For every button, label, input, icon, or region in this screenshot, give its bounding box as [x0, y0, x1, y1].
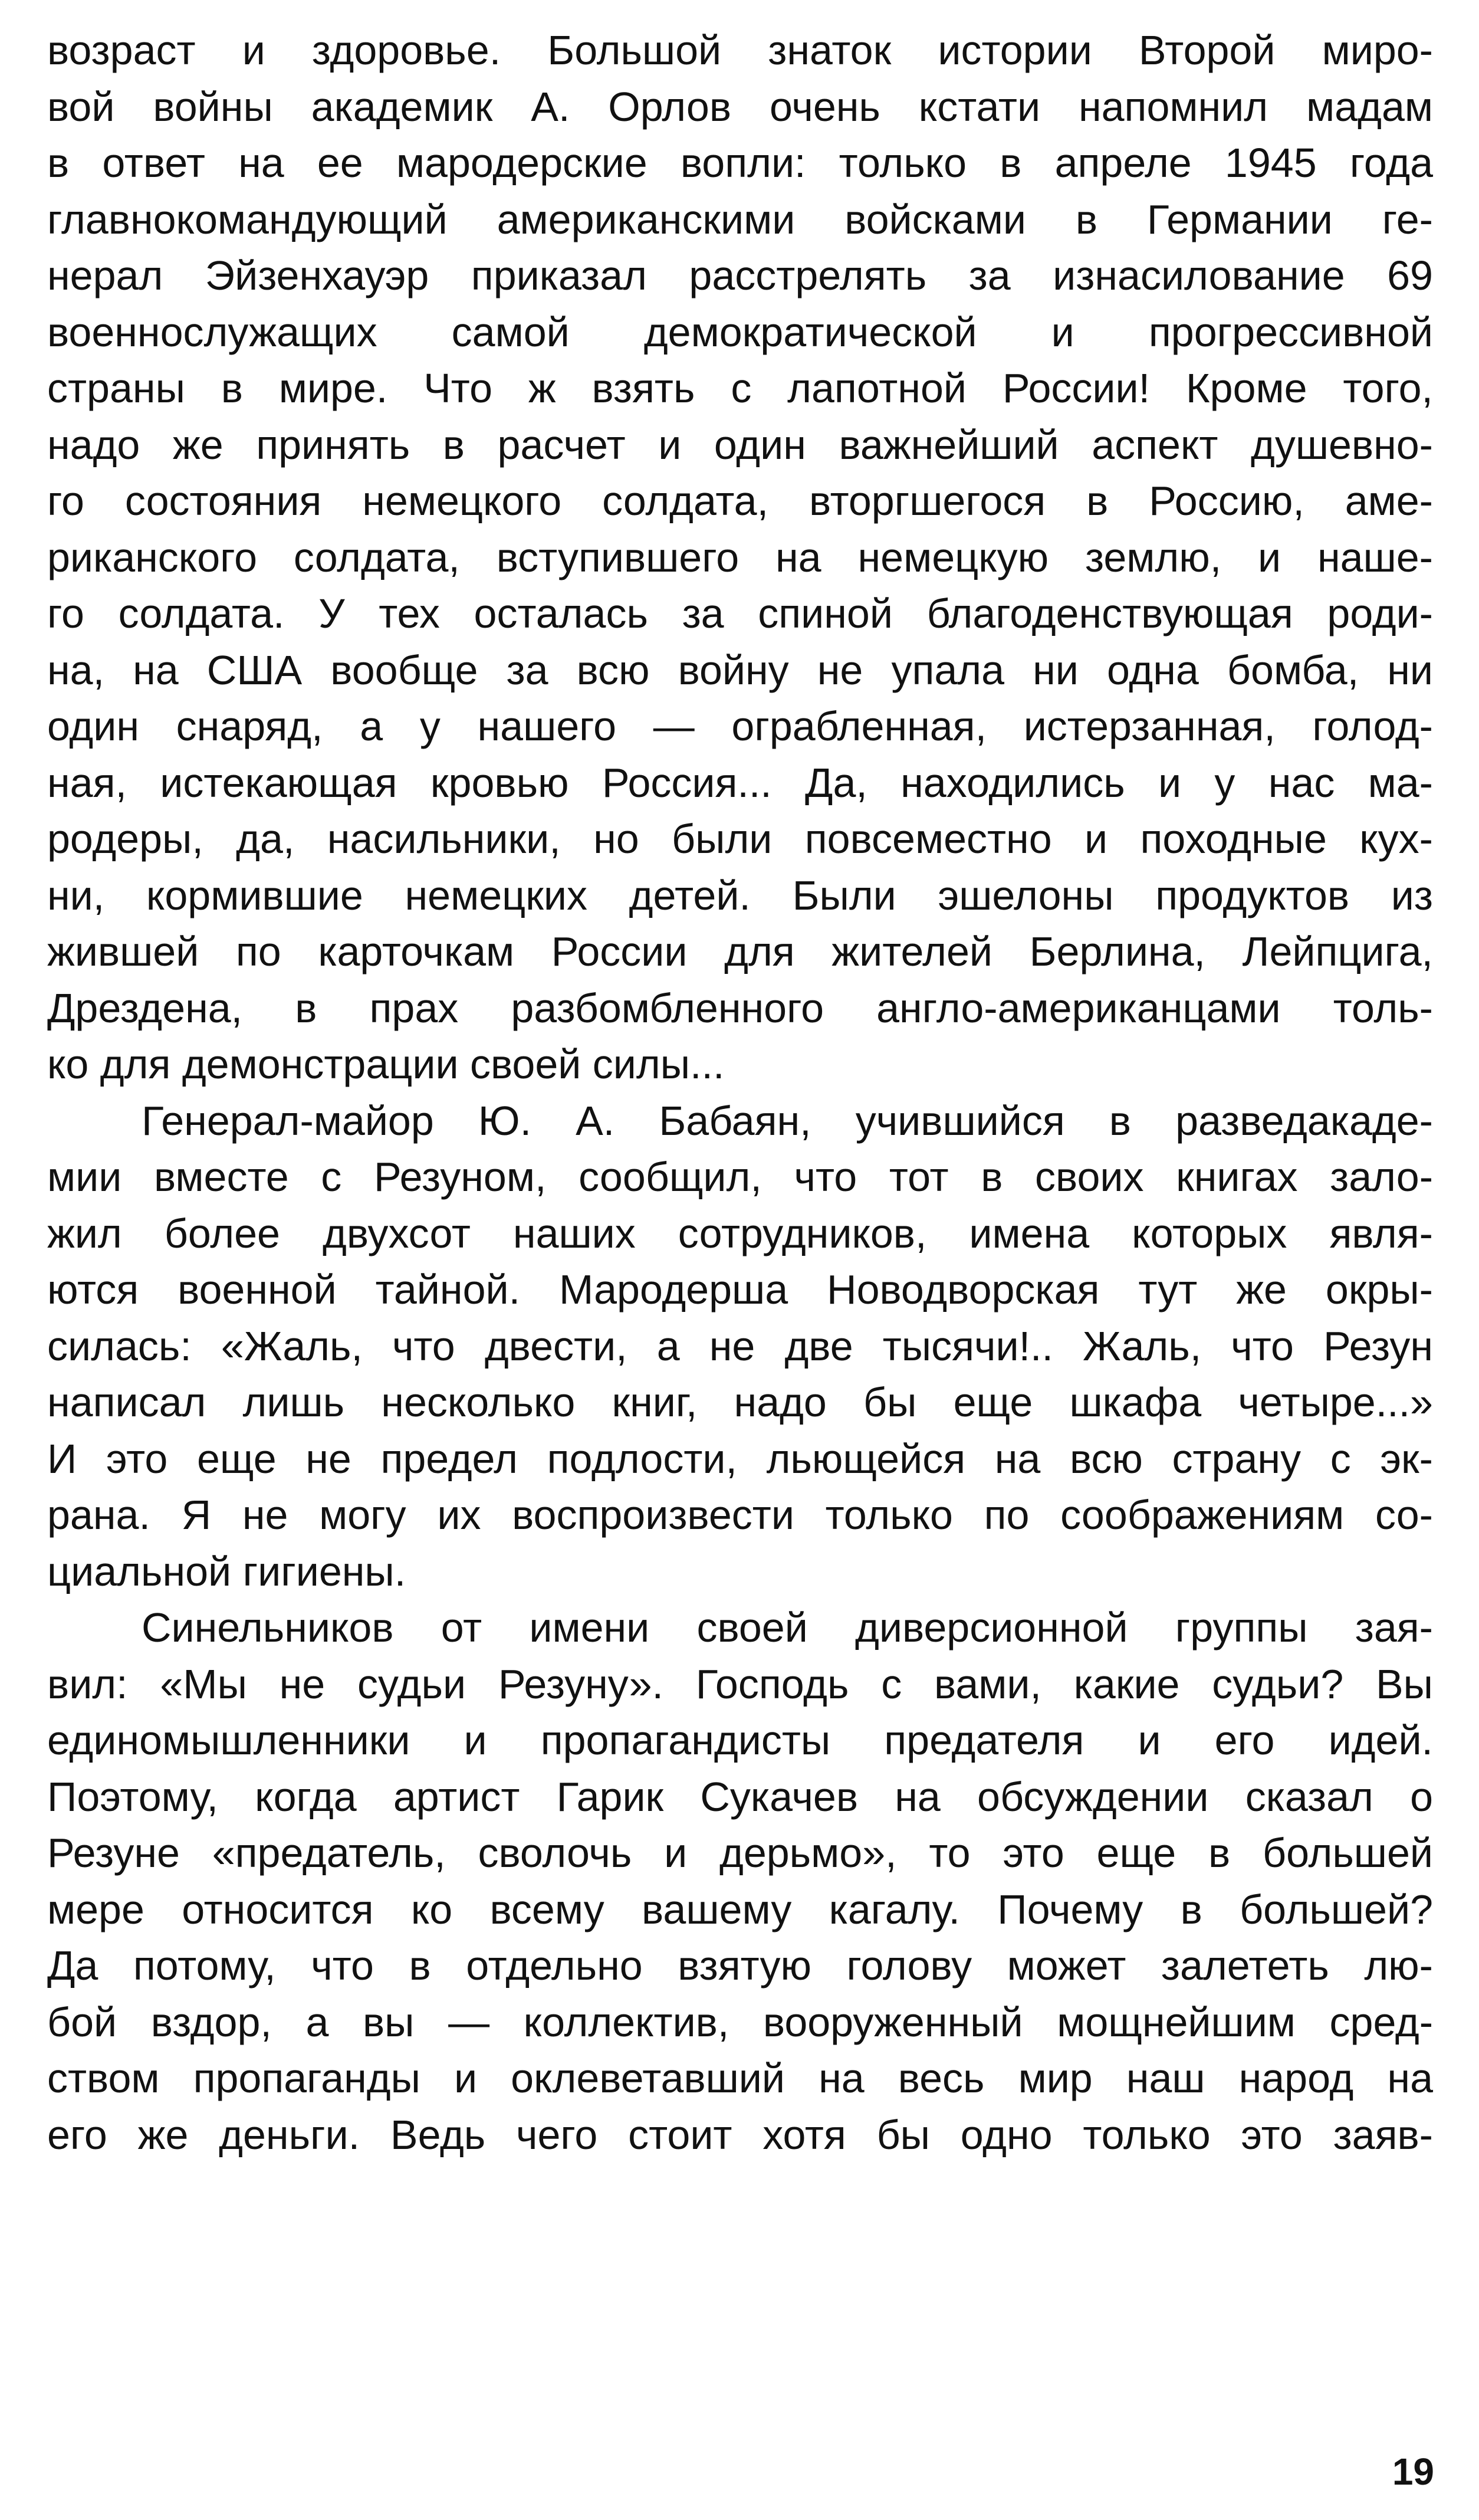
text-line: И это еще не предел подлости, льющейся на всю страну с эк-	[47, 1435, 1433, 1482]
text-line: Поэтому, когда артист Гарик Сукачев на обсуждении сказал о	[47, 1773, 1433, 1820]
text-line: написал лишь несколько книг, надо бы еще шкафа четыре...»	[47, 1379, 1433, 1425]
text-line: силась: «Жаль, что двести, а не две тысячи!.. Жаль, что Резун	[47, 1323, 1433, 1369]
text-line: один снаряд, а у нашего — ограбленная, истерзанная, голод-	[47, 703, 1433, 749]
text-line: страны в мире. Что ж взять с лапотной России! Кроме того,	[47, 365, 1433, 411]
text-line: Дрездена, в прах разбомбленного англо-американцами толь-	[47, 985, 1433, 1031]
text-line: родеры, да, насильники, но были повсеместно и походные кух-	[47, 816, 1433, 862]
text-line: на, на США вообще за всю войну не упала ни одна бомба, ни	[47, 647, 1433, 693]
text-line: риканского солдата, вступившего на немецкую землю, и наше-	[47, 534, 1433, 580]
text-line: ством пропаганды и оклеветавший на весь мир наш народ на	[47, 2055, 1433, 2101]
text-line: вой войны академик А. Орлов очень кстати напомнил мадам	[47, 83, 1433, 130]
text-line: единомышленники и пропагандисты предателя и его идей.	[47, 1717, 1433, 1763]
text-line: циальной гигиены.	[47, 1548, 406, 1594]
text-line: нерал Эйзенхауэр приказал расстрелять за изнасилование 69	[47, 252, 1433, 298]
text-line: Резуне «предатель, сволочь и дерьмо», то это еще в большей	[47, 1830, 1433, 1876]
text-line: в ответ на ее мародерские вопли: только в апреле 1945 года	[47, 140, 1433, 186]
text-line: ко для демонстрации своей силы...	[47, 1041, 725, 1087]
text-line: ются военной тайной. Мародерша Новодворская тут же окры-	[47, 1266, 1433, 1312]
text-line: жил более двухсот наших сотрудников, имена которых явля-	[47, 1210, 1433, 1256]
text-line: ная, истекающая кровью Россия... Да, находились и у нас ма-	[47, 759, 1433, 806]
text-line: ни, кормившие немецких детей. Были эшелоны продуктов из	[47, 872, 1433, 918]
text-line: надо же принять в расчет и один важнейший аспект душевно-	[47, 421, 1433, 468]
text-line: возраст и здоровье. Большой знаток истории Второй миро-	[47, 27, 1433, 73]
text-line: мии вместе с Резуном, сообщил, что тот в своих книгах зало-	[47, 1154, 1433, 1200]
text-line: Генерал-майор Ю. А. Бабаян, учившийся в разведакаде-	[142, 1097, 1433, 1144]
text-line: жившей по карточкам России для жителей Берлина, Лейпцига,	[47, 928, 1433, 974]
text-line: Синельников от имени своей диверсионной группы зая-	[142, 1604, 1433, 1651]
text-line: его же деньги. Ведь чего стоит хотя бы одно только это заяв-	[47, 2111, 1433, 2158]
body-text	[47, 22, 1433, 2163]
text-line: мере относится ко всему вашему кагалу. Почему в большей?	[47, 1886, 1433, 1932]
text-line: вил: «Мы не судьи Резуну». Господь с вами, какие судьи? Вы	[47, 1661, 1433, 1707]
text-line: рана. Я не могу их воспроизвести только по соображениям со-	[47, 1492, 1433, 1538]
text-line: го состояния немецкого солдата, вторгшегося в Россию, аме-	[47, 478, 1433, 524]
text-line: главнокомандующий американскими войсками в Германии ге-	[47, 196, 1433, 242]
text-line: бой вздор, а вы — коллектив, вооруженный мощнейшим сред-	[47, 1999, 1433, 2045]
text-line: Да потому, что в отдельно взятую голову может залететь лю-	[47, 1942, 1433, 1989]
page-number: 19	[1392, 2450, 1434, 2493]
text-line: военнослужащих самой демократической и прогрессивной	[47, 309, 1433, 355]
text-line: го солдата. У тех осталась за спиной благоденствующая роди-	[47, 590, 1433, 636]
